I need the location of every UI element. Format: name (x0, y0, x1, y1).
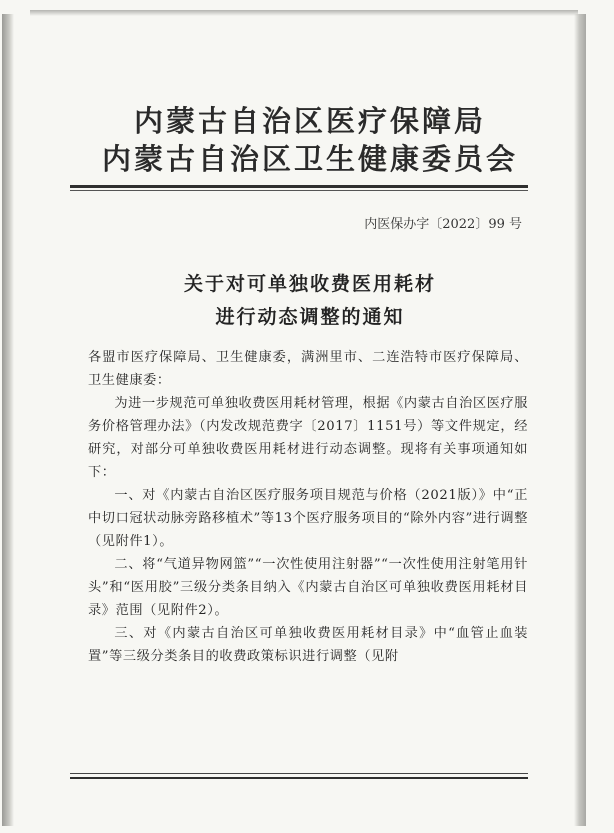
title-line-1: 关于对可单独收费医用耗材 (183, 273, 436, 295)
scan-shadow-left (2, 14, 14, 826)
authority-line-1: 内蒙古自治区医疗保障局 (133, 104, 486, 138)
issuing-authority-header (60, 102, 560, 178)
header-rule-thin (70, 190, 528, 191)
title-line-2: 进行动态调整的通知 (215, 306, 405, 328)
authority-line-2: 内蒙古自治区卫生健康委员会 (101, 142, 518, 176)
header-rule-thick (70, 185, 528, 188)
item-3-paragraph: 三、对《内蒙古自治区可单独收费医用耗材目录》中“血管止血装置”等三级分类条目的收费政策标识进行调整（见附 (88, 626, 528, 664)
item-1-paragraph: 一、对《内蒙古自治区医疗服务项目规范与价格（2021版）》中“正中切口冠状动脉旁路移植术”等13个医疗服务项目的“除外内容”进行调整（见附件1）。 (88, 488, 528, 549)
scan-shadow-right (574, 14, 586, 826)
item-2-paragraph: 二、将“气道异物网篮”“一次性使用注射器”“一次性使用注射笔用针头”和“医用胶”三级分类条目纳入《内蒙古自治区可单独收费医用耗材目录》范围（见附件2）。 (88, 557, 528, 618)
scan-shadow-top (30, 10, 578, 16)
intro-paragraph: 为进一步规范可单独收费医用耗材管理，根据《内蒙古自治区医疗服务价格管理办法》（内发改规范费字〔2017〕1151号）等文件规定，经研究，对部分可单独收费医用耗材进行动态调整。现将有关事项通知如下： (88, 396, 529, 480)
footer-rule-thick (70, 777, 528, 779)
document-body (88, 346, 528, 668)
document-title (90, 268, 530, 334)
footer-rule-thin (70, 773, 528, 774)
addressee-paragraph: 各盟市医疗保障局、卫生健康委，满洲里市、二连浩特市医疗保障局、卫生健康委： (88, 350, 528, 388)
document-number: 内医保办字〔2022〕99 号 (364, 217, 522, 232)
